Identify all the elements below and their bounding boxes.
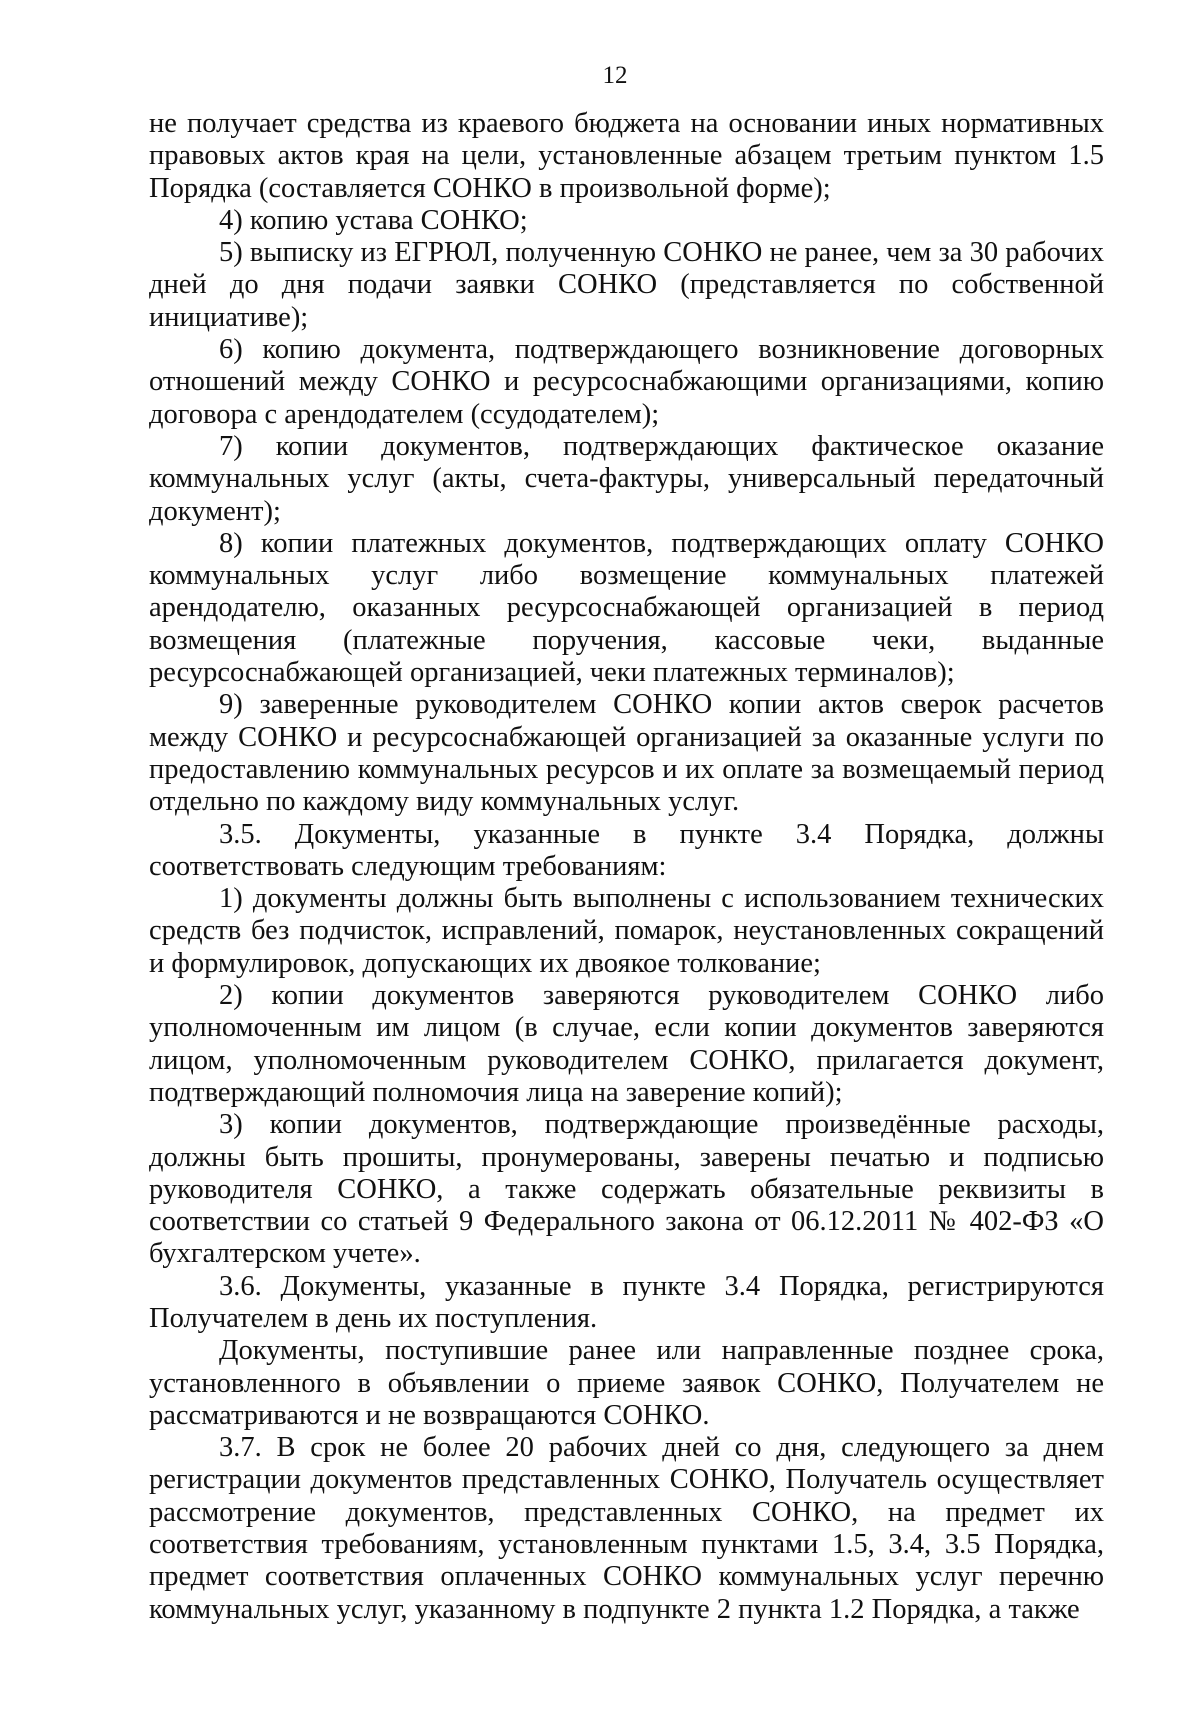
list-item-5-egrul-extract: 5) выписку из ЕГРЮЛ, полученную СОНКО не ранее, чем за 30 рабочих дней до дня подачи заявки СОНКО (представляется по собственной инициативе); bbox=[149, 237, 1104, 333]
document-body bbox=[149, 108, 1104, 1626]
list-item-8-payment-documents: 8) копии платежных документов, подтверждающих оплату СОНКО коммунальных услуг либо возмещение коммунальных платежей арендодателю, оказанных ресурсоснабжающей организацией в период возмещения (платежные поручения, кассовые чеки, выданные ресурсоснабжающей организацией, чеки платежных терминалов); bbox=[149, 527, 1104, 689]
clause-3-6: 3.6. Документы, указанные в пункте 3.4 Порядка, регистрируются Получателем в день их поступления. bbox=[149, 1270, 1104, 1334]
clause-3-6-late-documents: Документы, поступившие ранее или направленные позднее срока, установленного в объявлении о приеме заявок СОНКО, Получателем не рассматриваются и не возвращаются СОНКО. bbox=[149, 1335, 1104, 1431]
paragraph-continuation: не получает средства из краевого бюджета на основании иных нормативных правовых актов края на цели, установленные абзацем третьим пунктом 1.5 Порядка (составляется СОНКО в произвольной форме); bbox=[149, 108, 1104, 204]
clause-3-5-heading: 3.5. Документы, указанные в пункте 3.4 Порядка, должны соответствовать следующим требованиям: bbox=[149, 818, 1104, 882]
requirement-2: 2) копии документов заверяются руководителем СОНКО либо уполномоченным им лицом (в случае, если копии документов заверяются лицом, уполномоченным руководителем СОНКО, прилагается документ, подтверждающий полномочия лица на заверение копий); bbox=[149, 980, 1104, 1108]
list-item-9-reconciliation-acts: 9) заверенные руководителем СОНКО копии актов сверок расчетов между СОНКО и ресурсоснабжающей организацией за оказанные услуги по предоставлению коммунальных ресурсов и их оплате за возмещаемый период отдельно по каждому виду коммунальных услуг. bbox=[149, 689, 1104, 818]
clause-3-7: 3.7. В срок не более 20 рабочих дней со дня, следующего за днем регистрации документов представленных СОНКО, Получатель осуществляет рассмотрение документов, представленных СОНКО, на предмет их соответствия требованиям, установленным пунктами 1.5, 3.4, 3.5 Порядка, предмет соответствия оплаченных СОНКО коммунальных услуг перечню коммунальных услуг, указанному в подпункте 2 пункта 1.2 Порядка, а также bbox=[149, 1432, 1104, 1625]
list-item-4-charter-copy: 4) копию устава СОНКО; bbox=[219, 204, 528, 236]
requirement-3: 3) копии документов, подтверждающие произведённые расходы, должны быть прошиты, пронумерованы, заверены печатью и подписью руководителя СОНКО, а также содержать обязательные реквизиты в соответствии со статьей 9 Федерального закона от 06.12.2011 № 402-ФЗ «О бухгалтерском учете». bbox=[149, 1109, 1104, 1270]
list-item-6-contract-document: 6) копию документа, подтверждающего возникновение договорных отношений между СОНКО и ресурсоснабжающими организациями, копию договора с арендодателем (ссудодателем); bbox=[149, 334, 1104, 430]
page-number: 12 bbox=[602, 62, 628, 89]
requirement-1: 1) документы должны быть выполнены с использованием технических средств без подчисток, исправлений, помарок, неустановленных сокращений и формулировок, допускающих их двоякое толкование; bbox=[149, 883, 1104, 979]
list-item-7-service-documents: 7) копии документов, подтверждающих фактическое оказание коммунальных услуг (акты, счета-фактуры, универсальный передаточный документ); bbox=[149, 430, 1104, 527]
